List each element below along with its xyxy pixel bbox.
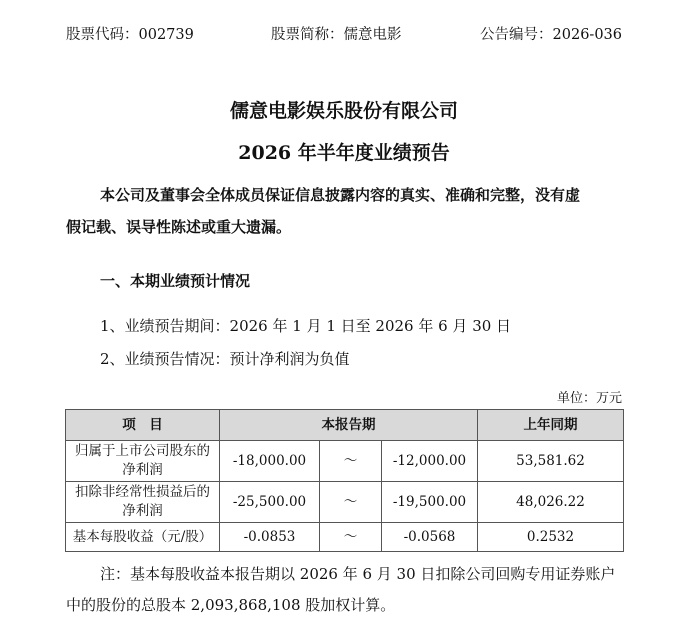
previous-value: 53,581.62 [478, 441, 624, 482]
range-separator: ～ [320, 482, 382, 523]
unit-label: 单位：万元 [556, 391, 622, 406]
row-label-line: 净利润 [122, 503, 163, 519]
stock-name: 股票简称：儒意电影 [271, 27, 402, 43]
note-line-1: 注：基本每股收益本报告期以 2026 年 6 月 30 日扣除公司回购专用证券账户 [100, 565, 616, 583]
note-line-2: 中的股份的总股本 2,093,868,108 股加权计算。 [66, 596, 396, 614]
range-high: -0.0568 [382, 523, 478, 552]
stock-code: 股票代码：002739 [66, 27, 194, 43]
header-item: 项 目 [66, 410, 220, 441]
range-separator: ～ [320, 441, 382, 482]
table-header-row [66, 410, 624, 441]
header-current-period: 本报告期 [220, 410, 478, 441]
forecast-status: 2、业绩预告情况：预计净利润为负值 [100, 350, 350, 368]
range-low: -25,500.00 [220, 482, 320, 523]
header-previous-period: 上年同期 [478, 410, 624, 441]
table-row [66, 482, 624, 523]
statement-line-1: 本公司及董事会全体成员保证信息披露内容的真实、准确和完整，没有虚 [100, 186, 581, 204]
range-high: -12,000.00 [382, 441, 478, 482]
row-label [66, 441, 220, 482]
range-high: -19,500.00 [382, 482, 478, 523]
announcement-number: 公告编号：2026-036 [480, 27, 622, 43]
row-label-line: 扣除非经常性损益后的 [75, 484, 210, 500]
company-title: 儒意电影娱乐股份有限公司 [229, 100, 458, 122]
forecast-period: 1、业绩预告期间：2026 年 1 月 1 日至 2026 年 6 月 30 日 [100, 317, 512, 335]
range-low: -18,000.00 [220, 441, 320, 482]
statement-line-2: 假记载、误导性陈述或重大遗漏。 [66, 218, 292, 236]
row-label-line: 净利润 [122, 462, 163, 478]
announcement-header [66, 24, 622, 46]
row-label: 基本每股收益（元/股） [66, 523, 220, 552]
previous-value: 48,026.22 [478, 482, 624, 523]
range-separator: ～ [320, 523, 382, 552]
table-row [66, 523, 624, 552]
row-label-line: 归属于上市公司股东的 [75, 443, 210, 459]
range-low: -0.0853 [220, 523, 320, 552]
table-row [66, 441, 624, 482]
row-label [66, 482, 220, 523]
previous-value: 0.2532 [478, 523, 624, 552]
report-title: 2026 年半年度业绩预告 [238, 142, 450, 164]
performance-table [65, 409, 624, 552]
section-heading: 一、本期业绩预计情况 [100, 272, 251, 290]
